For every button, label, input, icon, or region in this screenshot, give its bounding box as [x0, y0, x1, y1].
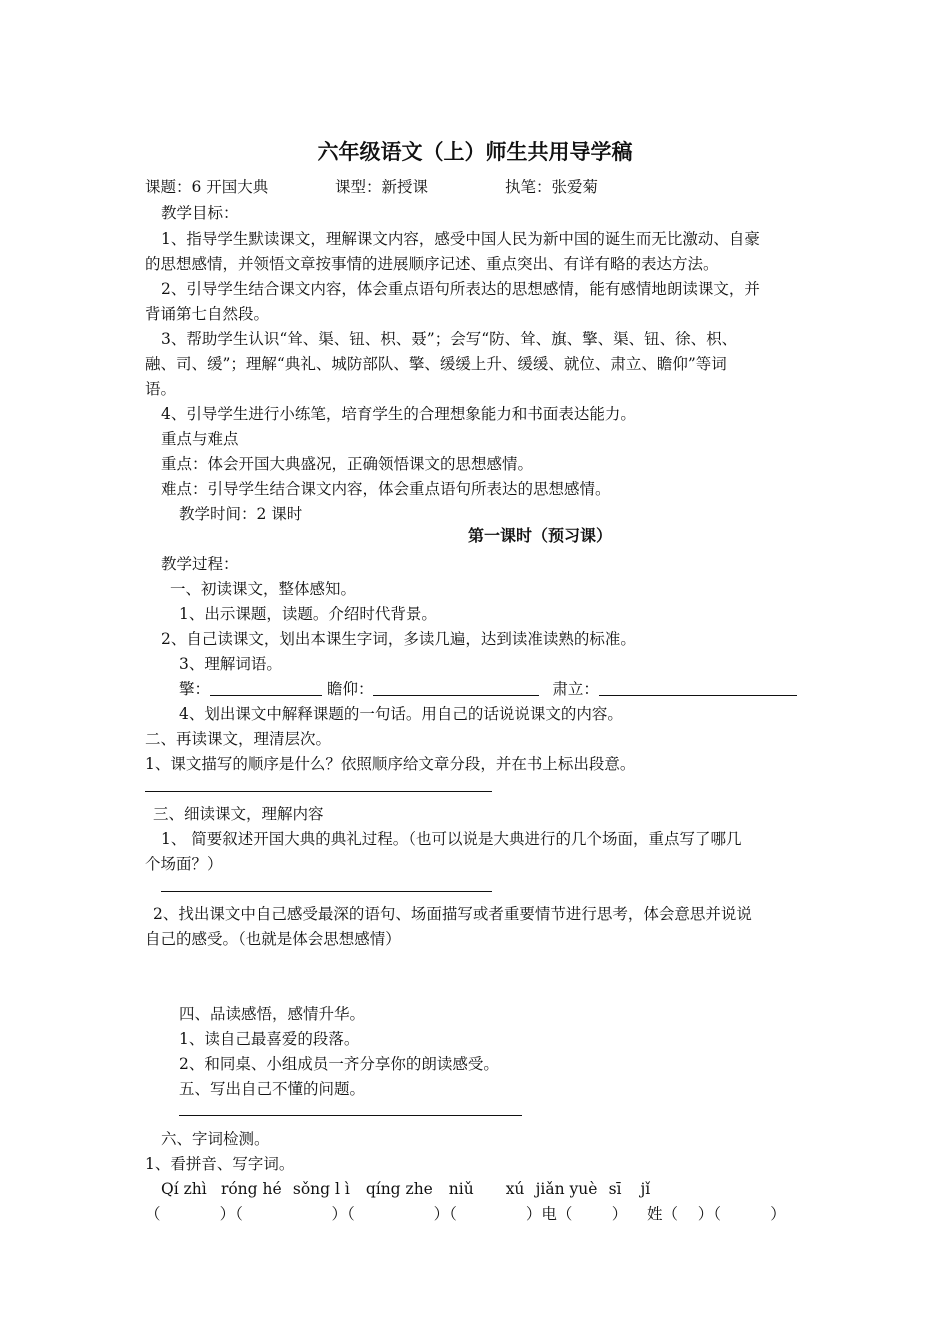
goals-heading: 教学目标： [161, 204, 239, 222]
answer-brackets-row[interactable]: （ ）（ ）（ ）（ ）电（ ） 姓（ ）（ ） [145, 1205, 786, 1223]
step-1-1: 1、出示课题，读题。介绍时代背景。 [179, 605, 437, 623]
vocab-blank-zhanyang[interactable] [373, 679, 539, 696]
step-3-1-line-1: 1、 简要叙述开国大典的典礼过程。（也可以说是大典进行的几个场面，重点写了哪几 [161, 830, 742, 848]
step-3-1-line-2: 个场面？） [145, 855, 223, 873]
vocab-blank-qing[interactable] [210, 679, 322, 696]
teaching-time: 教学时间：2 课时 [179, 505, 303, 523]
step-2: 二、再读课文，理清层次。 [145, 730, 332, 748]
pinyin-item: Qí zhì [161, 1180, 207, 1198]
step-1: 一、初读课文，整体感知。 [170, 580, 357, 598]
step-1-4: 4、划出课文中解释课题的一句话。用自己的话说说课文的内容。 [179, 705, 623, 723]
step-6-1: 1、看拼音、写字词。 [145, 1155, 295, 1173]
lesson-author: 执笔：张爱菊 [505, 178, 599, 196]
document-title: 六年级语文（上）师生共用导学稿 [317, 139, 633, 164]
goal-4: 4、引导学生进行小练笔，培育学生的合理想象能力和书面表达能力。 [161, 405, 636, 423]
step-4-1: 1、读自己最喜爱的段落。 [179, 1030, 360, 1048]
lesson-topic: 课题：6 开国大典 [145, 178, 269, 196]
vocab-label-suli: 肃立： [552, 680, 599, 698]
process-heading: 教学过程： [161, 555, 239, 573]
goal-1-line-1: 1、指导学生默读课文，理解课文内容，感受中国人民为新中国的诞生而无比激动、自豪 [161, 230, 760, 248]
vocab-label-qing: 擎： [179, 680, 211, 698]
step-2-1: 1、课文描写的顺序是什么？依照顺序给文章分段，并在书上标出段意。 [145, 755, 636, 773]
step-4: 四、品读感悟，感情升华。 [179, 1005, 366, 1023]
pinyin-item: niǔ [448, 1180, 474, 1198]
vocab-blank-suli[interactable] [599, 679, 797, 696]
goal-2-line-1: 2、引导学生结合课文内容，体会重点语句所表达的思想感情，能有感情地朗读课文，并 [161, 280, 760, 298]
answer-line-5[interactable] [179, 1115, 522, 1116]
pinyin-item: sǒng l ì [292, 1180, 350, 1198]
pinyin-item: róng hé [220, 1180, 282, 1198]
pinyin-item: xú [505, 1180, 525, 1198]
lesson-type: 课型：新授课 [335, 178, 429, 196]
pinyin-item: jǐ [640, 1180, 651, 1198]
pinyin-item: jiǎn yuè [535, 1180, 598, 1198]
step-3-2-line-1: 2、找出课文中自己感受最深的语句、场面描写或者重要情节进行思考，体会意思并说说 [153, 905, 752, 923]
answer-line-3-1[interactable] [161, 891, 492, 892]
focus-key: 重点：体会开国大典盛况，正确领悟课文的思想感情。 [161, 455, 534, 473]
goal-3-line-2: 融、司、缓”；理解“典礼、城防部队、擎、缓缓上升、缓缓、就位、肃立、瞻仰”等词 [145, 355, 727, 373]
goal-1-line-2: 的思想感情，并领悟文章按事情的进展顺序记述、重点突出、有详有略的表达方法。 [145, 255, 719, 273]
step-3: 三、细读课文，理解内容 [153, 805, 324, 823]
step-6: 六、字词检测。 [161, 1130, 270, 1148]
goal-3-line-1: 3、帮助学生认识“耸、渠、钮、枳、聂”；会写“防、耸、旗、擎、渠、钮、徐、枳、 [161, 330, 738, 348]
focus-heading: 重点与难点 [161, 430, 239, 448]
goal-2-line-2: 背诵第七自然段。 [145, 305, 270, 323]
lesson-1-title: 第一课时（预习课） [467, 526, 612, 545]
step-4-2: 2、和同桌、小组成员一齐分享你的朗读感受。 [179, 1055, 499, 1073]
step-5: 五、写出自己不懂的问题。 [179, 1080, 366, 1098]
vocab-blanks [179, 678, 797, 700]
pinyin-item: qíng zhe [365, 1180, 433, 1198]
step-3-2-line-2: 自己的感受。（也就是体会思想感情） [145, 930, 401, 948]
focus-difficult: 难点：引导学生结合课文内容，体会重点语句所表达的思想感情。 [161, 480, 611, 498]
goal-3-line-3: 语。 [145, 380, 177, 398]
pinyin-row [161, 1178, 671, 1200]
pinyin-item: sī [608, 1180, 622, 1198]
answer-line-2-1[interactable] [145, 791, 492, 792]
vocab-label-zhanyang: 瞻仰： [326, 680, 374, 698]
step-1-3: 3、理解词语。 [179, 655, 282, 673]
step-1-2: 2、自己读课文，划出本课生字词，多读几遍，达到读准读熟的标准。 [161, 630, 636, 648]
